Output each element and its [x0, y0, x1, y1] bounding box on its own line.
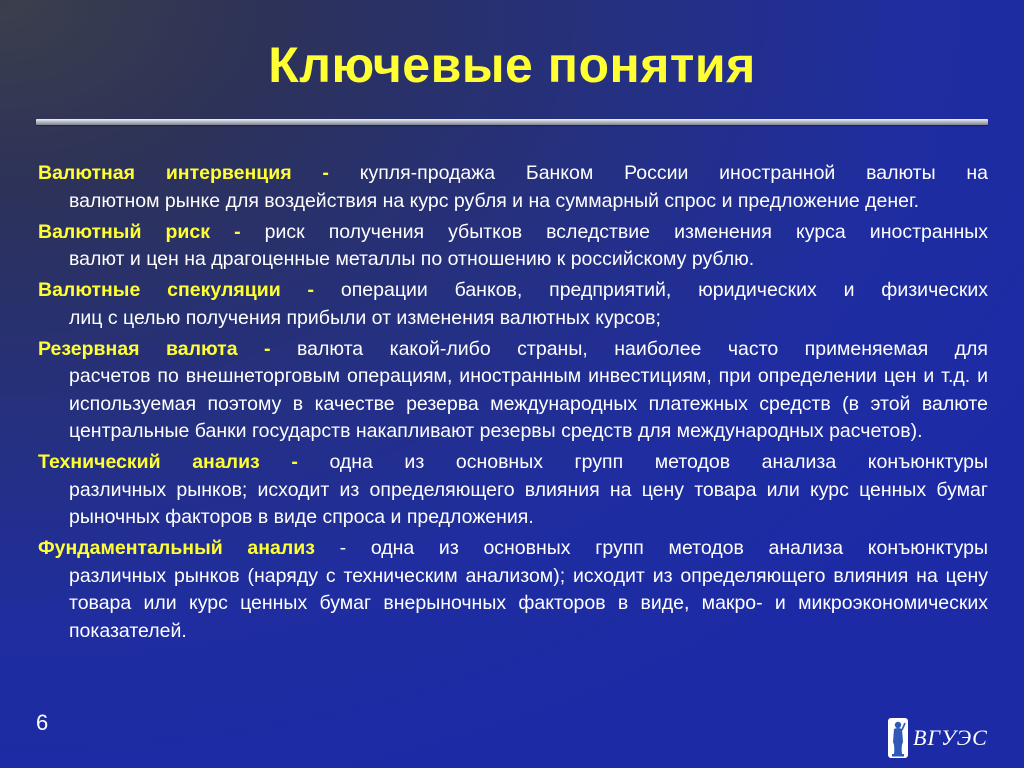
slide-title: Ключевые понятия — [268, 37, 756, 93]
logo-text: ВГУЭС — [913, 725, 988, 750]
definition-separator: - — [280, 279, 341, 301]
definition-text-start: одна из основных групп методов анализа конъюнктуры — [329, 451, 988, 473]
statue-icon — [887, 716, 909, 760]
definition-item — [38, 336, 988, 446]
definition-separator: - — [314, 537, 371, 559]
definition-separator: - — [210, 220, 265, 243]
definition-text-rest: различных рынков (наряду с техническим анализом); исходит из определяющего влияния на цену товара или курс ценных бумаг внерыночных факторов в виде, макро- и микроэкономических показателей. — [69, 564, 988, 642]
definition-text-rest: расчетов по внешнеторговым операциям, иностранным инвестициям, при определении цен и т.д. и используемая поэтому в качестве резерва международных платежных средств (в этой валюте центральные банки государств накапливают резервы средств для международных расчетов). — [69, 365, 988, 442]
definition-term: Валютная интервенция — [38, 162, 292, 184]
definition-text-start: риск получения убытков вследствие изменения курса иностранных — [264, 220, 988, 243]
definition-text-start: купля-продажа Банком России иностранной валюты на — [359, 162, 989, 184]
definition-first-line — [38, 336, 988, 364]
definition-separator: - — [291, 162, 360, 184]
title-divider — [36, 119, 988, 125]
definition-first-line — [38, 535, 988, 563]
definition-text-rest: валют и цен на драгоценные металлы по отношению к российскому рублю. — [69, 248, 755, 270]
definition-text-start: операции банков, предприятий, юридических и физических — [340, 279, 988, 301]
slide-number: 6 — [36, 710, 49, 735]
definition-item — [38, 449, 988, 532]
definition-item — [38, 219, 988, 274]
definition-item — [38, 277, 988, 332]
definition-term: Технический анализ — [38, 451, 260, 473]
definition-text-start: одна из основных групп методов анализа конъюнктуры — [370, 537, 988, 559]
definition-separator: - — [259, 451, 330, 473]
definition-first-line — [38, 449, 988, 477]
definition-text-rest: лиц с целью получения прибыли от изменения валютных курсов; — [69, 306, 661, 329]
definition-first-line — [38, 277, 988, 305]
definition-term: Резервная валюта — [38, 337, 238, 360]
university-logo — [887, 714, 991, 762]
definition-text-rest: валютном рынке для воздействия на курс рубля и на суммарный спрос и предложение денег. — [69, 189, 920, 212]
definition-first-line — [38, 160, 988, 188]
definition-text-start: валюта какой-либо страны, наиболее часто применяемая для — [297, 337, 988, 360]
definition-separator: - — [237, 337, 298, 360]
definition-term: Валютные спекуляции — [38, 279, 281, 301]
definition-term: Фундаментальный анализ — [38, 537, 315, 559]
definition-term: Валютный риск — [38, 220, 211, 243]
definition-text-rest: различных рынков; исходит из определяющего влияния на цену товара или курс ценных бумаг рыночных факторов в виде спроса и предложения. — [69, 478, 988, 528]
definition-first-line — [38, 219, 988, 247]
definition-item — [38, 535, 988, 645]
definition-item — [38, 160, 988, 215]
definitions-list — [38, 160, 988, 649]
